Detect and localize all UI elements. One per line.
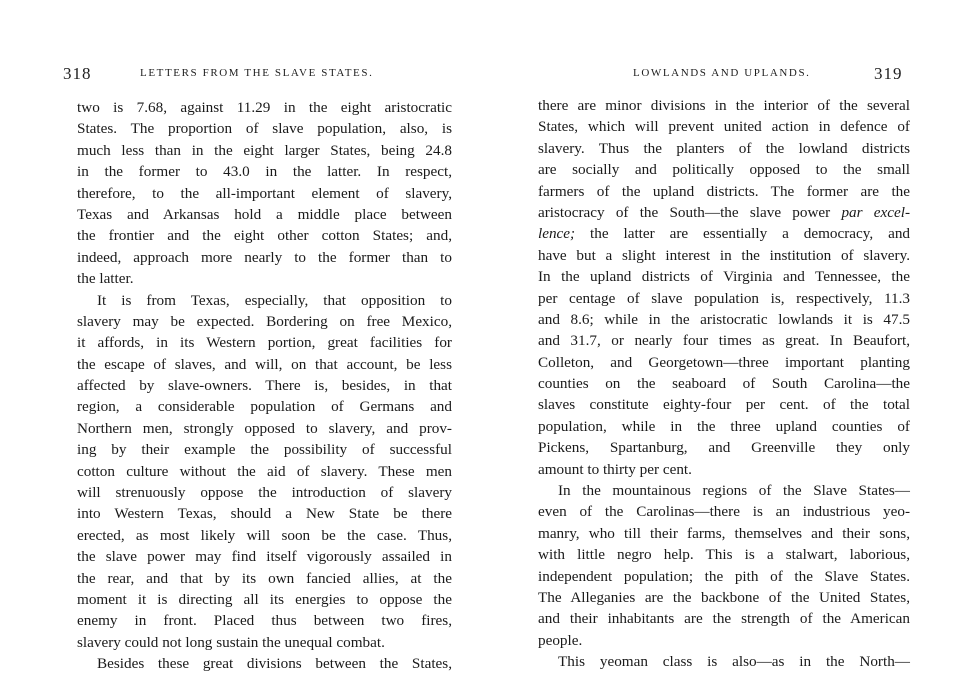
line-text: and 8.6; while in the aristocratic lowlands it is 47.5 [538, 310, 910, 328]
line-text: slavery. Thus the planters of the lowland districts [538, 139, 910, 157]
line-text: Colleton, and Georgetown—three important planting [538, 353, 910, 371]
text-line [77, 546, 452, 567]
text-line [77, 247, 452, 268]
line-text: States. The proportion of slave population, also, is [77, 120, 452, 138]
text-line [77, 332, 452, 353]
text-line [538, 501, 910, 522]
text-line [538, 181, 910, 202]
text-line [538, 437, 910, 458]
text-line [77, 204, 452, 225]
line-text: counties on the seaboard of South Carolina—the [538, 375, 910, 393]
text-line [538, 138, 910, 159]
line-text: States, which will prevent united action in defence of [538, 118, 910, 136]
line-text: aristocracy of the South—the slave power [538, 203, 831, 221]
line-text: are socially and politically opposed to the small [538, 161, 910, 179]
line-text: in the former to 43.0 in the latter. In respect, [77, 163, 452, 181]
line-text: the latter are essentially a democracy, and [590, 225, 911, 243]
line-text: erected, as most likely will soon be the case. Thus, [77, 526, 452, 544]
text-line [77, 653, 452, 674]
line-text: two is 7.68, against 11.29 in the eight aristocratic [77, 99, 452, 116]
text-line [538, 523, 910, 544]
line-text: into Western Texas, should a New State be there [77, 505, 452, 523]
line-text: and their inhabitants are the strength of the American [538, 610, 910, 628]
line-text: the slave power may find itself vigorously assailed in [77, 548, 452, 566]
text-line [538, 95, 910, 116]
text-line [77, 418, 452, 439]
line-text: indeed, approach more nearly to the former than to [77, 248, 452, 266]
text-line [77, 268, 452, 289]
line-text: the frontier and the eight other cotton States; and, [77, 227, 452, 245]
text-line [538, 309, 910, 330]
body-text [538, 95, 910, 673]
italic-text: par excel- [841, 203, 911, 221]
italic-text: lence; [538, 225, 576, 243]
text-line [538, 266, 910, 287]
text-line [538, 416, 910, 437]
line-text: The Alleganies are the backbone of the United States, [538, 588, 910, 606]
line-text: slavery may be expected. Bordering on free Mexico, [77, 312, 452, 330]
line-text: enemy in front. Placed thus between two fires, [77, 612, 452, 630]
text-line [77, 183, 452, 204]
line-text: In the mountainous regions of the Slave States— [558, 482, 910, 500]
text-line [538, 587, 910, 608]
line-text: amount to thirty per cent. [538, 460, 692, 478]
text-line [538, 544, 910, 565]
page-number: 319 [874, 64, 903, 83]
line-text: and 31.7, or nearly four times as great. In Beaufort, [538, 332, 910, 350]
text-line [538, 651, 910, 672]
line-text: the rear, and that by its own fancied allies, at the [77, 569, 452, 587]
line-text: there are minor divisions in the interior of the several [538, 97, 910, 114]
line-text: moment it is directing all its energies to oppose the [77, 590, 452, 608]
line-text: the latter. [77, 270, 134, 288]
text-line [77, 439, 452, 460]
left-page [0, 0, 490, 673]
line-text: have but a slight interest in the institution of slavery. [538, 246, 910, 264]
text-line [538, 630, 910, 651]
text-line [538, 116, 910, 137]
text-line [77, 568, 452, 589]
line-text: will strenuously oppose the introduction of slavery [77, 484, 452, 502]
text-line [538, 202, 910, 223]
text-line [538, 159, 910, 180]
line-text: ing by their example the possibility of successful [77, 441, 452, 459]
text-line [77, 632, 452, 653]
line-text: Besides these great divisions between the States, [97, 655, 452, 673]
line-text: manry, who till their farms, themselves and their sons, [538, 524, 910, 542]
text-line [538, 566, 910, 587]
text-line [77, 396, 452, 417]
line-text: Pickens, Spartanburg, and Greenville they only [538, 439, 910, 457]
running-head: LETTERS FROM THE SLAVE STATES. [140, 67, 374, 79]
line-text: it affords, in its Western portion, great facilities for [77, 334, 452, 352]
line-text: farmers of the upland districts. The former are the [538, 182, 910, 200]
text-line [77, 97, 452, 118]
line-text: population, while in the three upland counties of [538, 417, 910, 435]
line-text: cotton culture without the aid of slavery. These men [77, 462, 452, 480]
line-text: affected by slave-owners. There is, besides, in that [77, 377, 452, 395]
page-number: 318 [63, 64, 92, 83]
text-line [538, 245, 910, 266]
text-line [538, 223, 910, 244]
text-line [77, 482, 452, 503]
line-text: per centage of slave population is, respectively, 11.3 [538, 289, 910, 307]
text-line [77, 354, 452, 375]
text-line [538, 459, 910, 480]
text-line [77, 311, 452, 332]
line-text: Texas and Arkansas hold a middle place between [77, 205, 452, 223]
text-line [77, 161, 452, 182]
line-text: people. [538, 631, 583, 649]
line-text: therefore, to the all-important element of slavery, [77, 184, 452, 202]
text-line [77, 610, 452, 631]
text-line [77, 375, 452, 396]
text-line [77, 589, 452, 610]
text-line [538, 352, 910, 373]
line-text: the escape of slaves, and will, on that account, be less [77, 355, 452, 373]
text-line [538, 394, 910, 415]
text-line [77, 503, 452, 524]
line-text: region, a considerable population of Germans and [77, 398, 452, 416]
line-text: Northern men, strongly opposed to slavery, and prov- [77, 419, 452, 437]
line-text: much less than in the eight larger States, being 24.8 [77, 141, 452, 159]
text-line [538, 480, 910, 501]
line-text: This yeoman class is also—as in the North— [558, 653, 910, 671]
line-text: independent population; the pith of the Slave States. [538, 567, 910, 585]
line-text: In the upland districts of Virginia and Tennessee, the [538, 268, 910, 286]
text-line [538, 288, 910, 309]
body-text [77, 97, 452, 675]
text-line [538, 373, 910, 394]
text-line [77, 140, 452, 161]
line-text: slavery could not long sustain the unequal combat. [77, 633, 385, 651]
running-head: LOWLANDS AND UPLANDS. [633, 67, 811, 79]
text-line [77, 461, 452, 482]
line-text: even of the Carolinas—there is an industrious yeo- [538, 503, 910, 521]
text-line [77, 225, 452, 246]
line-text: slaves constitute eighty-four per cent. of the total [538, 396, 910, 414]
text-line [77, 118, 452, 139]
text-line [538, 608, 910, 629]
right-page [490, 0, 980, 671]
text-line [77, 290, 452, 311]
text-line [77, 525, 452, 546]
line-text: with little negro help. This is a stalwart, laborious, [538, 546, 910, 564]
line-text: It is from Texas, especially, that opposition to [97, 291, 452, 309]
text-line [538, 330, 910, 351]
